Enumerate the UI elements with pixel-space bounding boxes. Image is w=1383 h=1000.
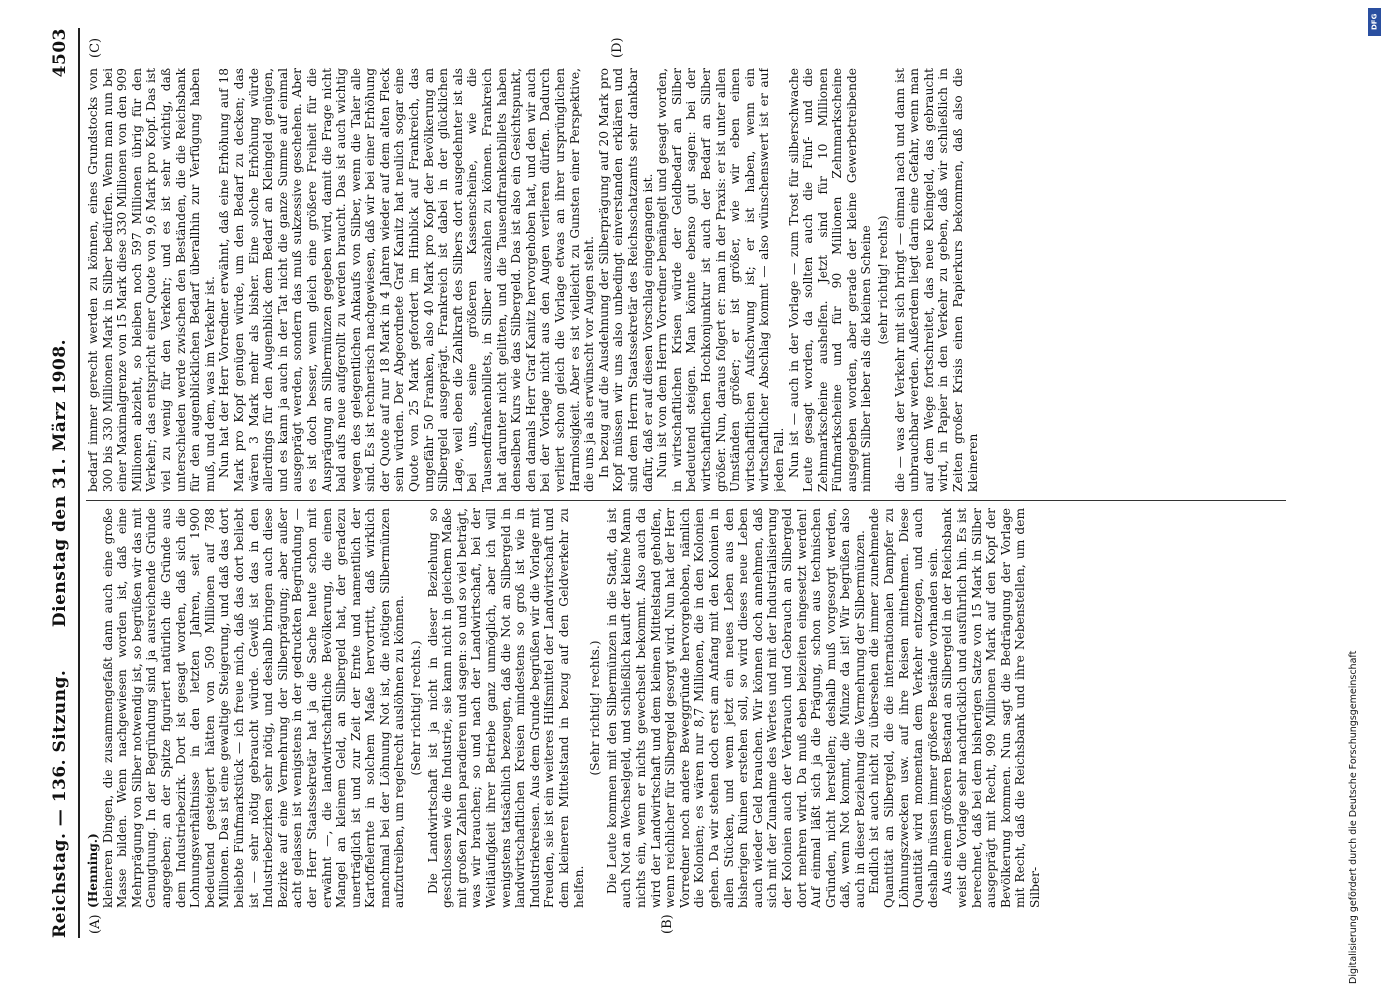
paragraph: Endlich ist auch nicht zu übersehen die immer zunehmende Quantität an Silbergeld, die die internationalen Dampfer zu Löhnungszwecken usw. auf ihre Reisen mitnehmen. Diese Quantität wird momentan dem Verkehr entzogen, und auch deshalb müssen immer größere Bestände vorhanden sein.	[867, 508, 940, 908]
margin-marker-b: (B)	[660, 914, 675, 934]
page-number: 4503	[50, 28, 70, 78]
column-divider	[86, 500, 1286, 501]
page-header	[50, 28, 76, 938]
paragraph: die — was der Verkehr mit sich bringt — einmal nach und dann ist unbrauchbar werden. Außerdem liegt darin eine Gefahr, wenn man auf dem Wege fortschreitet, das neue Kleingeld, das gebraucht wird, in Papier in den Verkehr zu geben, daß wir schließlich in Zeiten großer Krisis einen Papierkurs bekommen, daß also die kleineren	[892, 68, 980, 492]
paragraph: kleineren Dingen, die zusammengefaßt dann auch eine große Masse bilden. Wenn nachgewiesen worden ist, daß eine Mehrprägung von Silber notwendig ist, so begrüßen wir das mit Genugtuung. In der Begründung sind ja ausreichende Gründe angegeben; an der Spitze figuriert natürlich die Gründe aus dem Industriebezirk. Dort ist gesagt worden, daß sich die Lohnungsverhältnisse in den letzten Jahren, seit 1900 bedeutend gesteigert hätten von 509 Millionen auf 788 Millionen. Das ist eine gewaltige Steigerung, und daß das dort beliebte Fünfmarkstück — ich freue mich, daß das dort beliebt ist — sehr nötig gebraucht würde. Gewiß ist das in den Industriebezirken sehr nötig, und deshalb bringen auch diese Bezirke auf eine Vermehrung der Silberprägung; aber außer acht gelassen ist wenigstens in der gedruckten Begründung — der Herr Staatssekretär hat ja die Sache heute schon mit erwähnt —, die landwirtschaftliche Bevölkerung, die einen Mangel an kleinem Geld, an Silbergeld hat, der geradezu unerträglich ist und zur Zeit der Ernte und namentlich der Kartoffelernte in solchem Maße hervortritt, daß wirklich manchmal bei der Löhnung Not ist, die nötigen Silbermünzen aufzutreiben, um regelrecht auslöhnen zu können.	[100, 508, 407, 908]
paragraph: Die Leute kommen mit den Silbermünzen in die Stadt, da ist auch Not an Wechselgeld, und schließlich kauft der kleine Mann nichts ein, wenn er nichts gewechselt bekommt. Also auch da wird der Landwirtschaft und dem kleinen Mittelstand geholfen, wenn reichlicher für Silbergeld gesorgt wird. Nun hat der Herr Vorredner noch andere Beweggründe hervorgehoben, nämlich die Kolonien; es wären nur 8,7 Millionen, die in den Kolonien gehen. Da wir stehen doch erst am Anfang mit den Kolonien in allen Stücken, und wenn jetzt ein neues Leben aus den bisherigen Ruinen erstehen soll, so wird dieses neue Leben auch wieder Geld brauchen. Wir können doch annehmen, daß sich mit der Zunahme des Wertes und mit der Industrialisierung der Kolonien auch der Verbrauch und Gebrauch an Silbergeld dort mehren wird. Da muß eben beizeiten eingesetzt werden! Auf einmal läßt sich ja die Prägung, schon aus technischen Gründen, nicht herstellen; deshalb muß vorgesorgt werden, daß, wenn Not kommt, die Münze da ist! Wir begrüßen also auch in dieser Beziehung die Vermehrung der Silbermünzen.	[604, 508, 867, 908]
margin-marker-c: (C)	[88, 37, 103, 58]
header-rule	[78, 28, 80, 938]
speaker-name: (Henning.)	[86, 833, 100, 908]
interjection: (sehr richtig! rechts)	[876, 215, 891, 345]
dfg-logo: DFG	[1368, 8, 1381, 36]
paragraph: Die Landwirtschaft ist ja nicht in dieser Beziehung so geschlossen wie die Industrie, sie kann nicht in gleichem Maße mit großen Zahlen paradieren und sagen: so und so viel beträgt, was wir brauchen; so und nach der Landwirtschaft, bei der Weitläufigkeit ihrer Betriebe ganz unmöglich, aber ich will wenigstens tatsächlich bezeugen, daß die Not an Silbergeld in landwirtschaftlichen Kreisen mindestens so groß ist wie in Industriekreisen. Aus dem Grunde begrüßen wir die Vorlage mit Freuden, sie ist ein weiteres Hilfsmittel der Landwirtschaft und dem kleineren Mittelstand in bezug auf den Geldverkehr zu helfen.	[425, 508, 586, 908]
margin-marker-d: (D)	[610, 37, 625, 58]
left-column	[86, 508, 1286, 908]
header-date: Dienstag den 31. März 1908.	[50, 338, 70, 628]
header-left: Reichstag. — 136. Sitzung.	[50, 669, 70, 938]
paragraph: Aus einem größeren Bestand an Silbergeld in der Reichsbank weist die Vorlage sehr nachdrücklich und ausführlich hin. Es ist berechnet, daß bei dem bisherigen Satze von 15 Mark in Silber ausgeprägt mit Recht, 909 Millionen Mark auf den Kopf der Bevölkerung kommen. Nun sagt die Bedrängung der Vorlage mit Recht, daß die Reichsbank und ihre Nebenstellen, um dem Silber-	[940, 508, 1042, 908]
paragraph: Nun ist — auch in der Vorlage — zum Trost für silberschwache Leute gesagt worden, da sollten auch die Fünf- und die Zehnmarkscheine aushelfen. Jetzt sind für 10 Millionen Fünfmarkscheine und für 90 Millionen Zehnmarkscheine ausgegeben worden, aber gerade der kleine Gewerbetreibende nimmt Silber lieber als die kleinen Scheine	[786, 68, 874, 492]
right-column	[86, 68, 1286, 492]
interjection: (Sehr richtig! rechts.)	[409, 640, 424, 776]
digitization-note: Digitalisierung gefördert durch die Deutsche Forschungsgemeinschaft	[1348, 650, 1359, 984]
margin-marker-a: (A)	[88, 914, 103, 934]
paragraph: bedarf immer gerecht werden zu können, eines Grundstocks von 300 bis 330 Millionen Mark in Silber bedürfen. Wenn man nun bei einer Maximalgrenze von 15 Mark diese 330 Millionen von den 909 Millionen abzieht, so bleiben noch 597 Millionen übrig für den Verkehr; das entspricht einer Quote von 9,6 Mark pro Kopf. Das ist viel zu wenig für den Verkehr; und es ist sehr wichtig, daß unterschieden werde zwischen den Beständen, die die Reichsbank für den augenblicklichen Bedarf überallhin zur Verfügung haben muß, und dem, was im Verkehr ist.	[86, 68, 217, 492]
paragraph: In bezug auf die Ausdehnung der Silberprägung auf 20 Mark pro Kopf müssen wir uns also unbedingt einverstanden erklären und sind dem Herrn Staatssekretär des Reichsschatzamts sehr dankbar dafür, daß er auf diesen Vorschlag eingegangen ist.	[596, 68, 655, 492]
paragraph: Nun ist von dem Herrn Vorredner bemängelt und gesagt worden, in wirtschaftlichen Krisen würde der Geldbedarf an Silber bedeutend steigen. Man könnte ebenso gut sagen: bei der wirtschaftlichen Hochkonjunktur ist auch der Bedarf an Silber größer. Nun, daraus folgert er: man in der Praxis: er ist unter allen Umständen größer; er ist größer, wie wir eben einen wirtschaftlichen Aufschwung ist; er ist haben, wenn ein wirtschaftlicher Abschlag kommt — also wünschenswert ist er auf jeden Fall.	[655, 68, 786, 492]
interjection: (Sehr richtig! rechts.)	[588, 640, 603, 776]
paragraph: Nun hat der Herr Vorredner erwähnt, daß eine Erhöhung auf 18 Mark pro Kopf genügen würde, um den Bedarf zu decken; das wären 3 Mark mehr als bisher. Eine solche Erhöhung würde allerdings für den Augenblick dem Bedarf an Kleingeld genügen, und es kann ja auch in der Tat nicht die ganze Summe auf einmal ausgeprägt werden, sondern das muß sukzessive geschehen. Aber es ist doch besser, wenn gleich eine größere Freiheit für die Ausprägung an Silbermünzen gegeben wird, damit die Frage nicht bald aufs neue aufgerollt zu werden braucht. Das ist auch wichtig wegen des gelegentlichen Ankaufs von Silber, wenn die Taler alle sind. Es ist rechnerisch nachgewiesen, daß wir bei einer Erhöhung der Quote auf nur 18 Mark in 4 Jahren wieder auf dem alten Fleck sein würden. Der Abgeordnete Graf Kanitz hat neulich sogar eine Quote von 25 Mark gefordert im Hinblick auf Frankreich, das ungefähr 50 Franken, also 40 Mark pro Kopf der Bevölkerung an Silbergeld ausgeprägt. Frankreich ist dabei in der glücklichen Lage, weil eben die Zahlkraft des Silbers dort ausgedehnter ist als bei uns, seine größeren Kassenscheine, wie die Tausendfrankenbillets, in Silber auszahlen zu können. Frankreich hat darunter nicht gelitten, und die Tausendfrankenbillets haben denselben Kurs wie das Silbergeld. Das ist also ein Gesichtspunkt, den damals Herr Graf Kanitz hervorgehoben hat, und den wir auch bei der Vorlage nicht aus den Augen verlieren dürfen. Dadurch verliert schon gleich die Vorlage etwas an ihrer ursprünglichen Harmlosigkeit. Aber es ist vielleicht zu Gunsten einer Perspektive, die uns ja als erwünscht vor Augen steht.	[217, 68, 597, 492]
